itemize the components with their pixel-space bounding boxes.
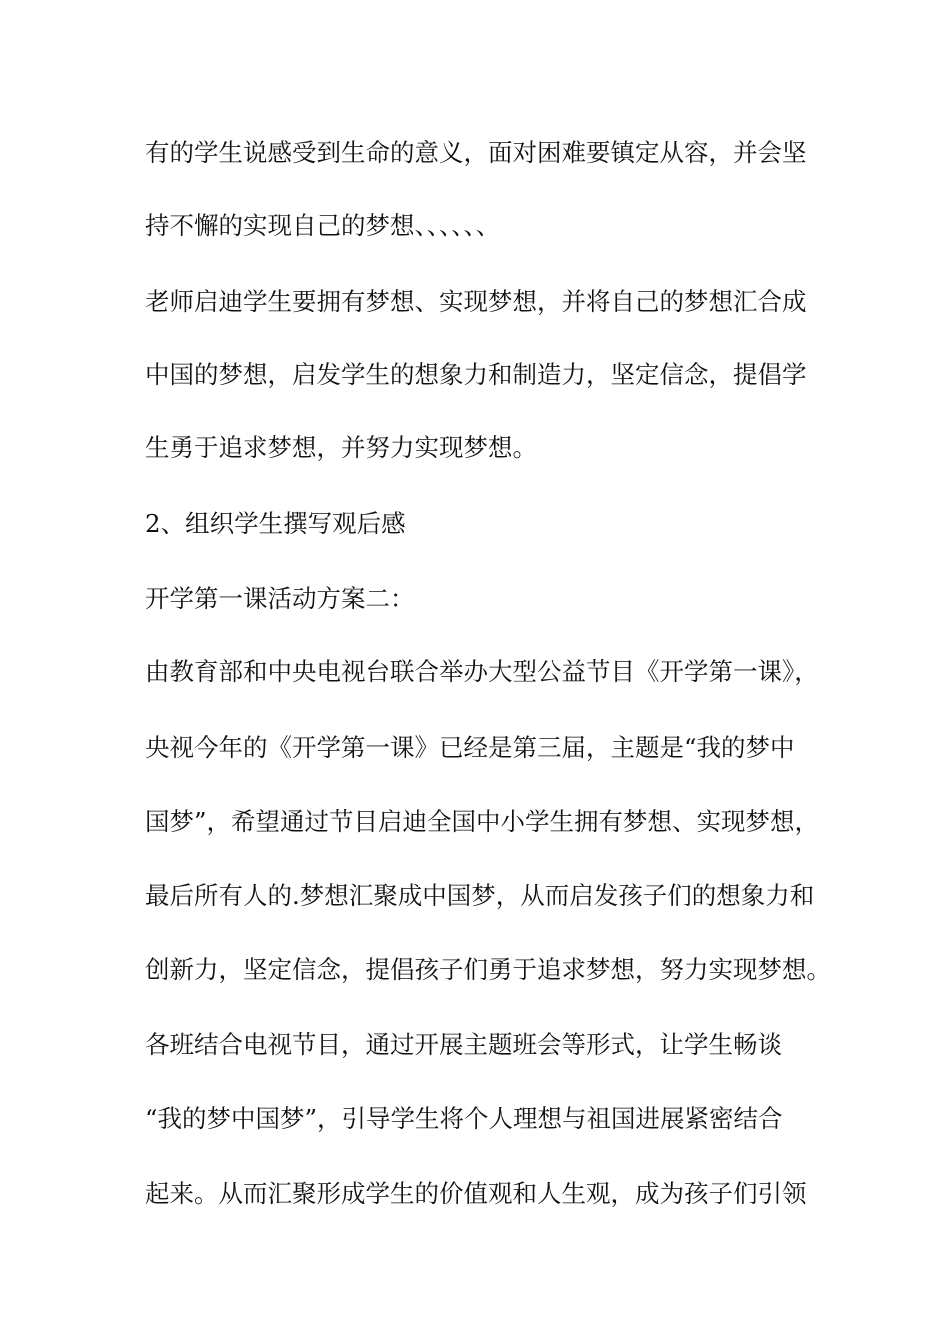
text-line: 国梦”，希望通过节目启迪全国中小学生拥有梦想、实现梦想， — [145, 807, 820, 836]
text-line: 有的学生说感受到生命的意义，面对困难要镇定从容，并会坚 — [145, 138, 807, 167]
section-heading: 开学第一课活动方案二： — [145, 584, 415, 613]
text-line: 创新力，坚定信念，提倡孩子们勇于追求梦想，努力实现梦想。 — [145, 955, 831, 984]
text-line: 持不懈的实现自己的梦想、、、、、、 — [145, 211, 501, 240]
text-line: “我的梦中国梦”，引导学生将个人理想与祖国进展紧密结合 — [145, 1104, 783, 1133]
text-line: 中国的梦想，启发学生的想象力和制造力，坚定信念，提倡学 — [145, 360, 807, 389]
section-heading: 2、组织学生撰写观后感 — [145, 509, 406, 538]
text-line: 央视今年的《开学第一课》已经是第三届，主题是“我的梦中 — [145, 733, 795, 762]
text-line: 各班结合电视节目，通过开展主题班会等形式，让学生畅谈 — [145, 1030, 782, 1059]
text-line: 起来。从而汇聚形成学生的价值观和人生观，成为孩子们引领 — [145, 1179, 807, 1208]
text-line: 最后所有人的.梦想汇聚成中国梦，从而启发孩子们的想象力和 — [145, 881, 815, 910]
text-line: 生勇于追求梦想，并努力实现梦想。 — [145, 433, 537, 462]
text-line: 老师启迪学生要拥有梦想、实现梦想，并将自己的梦想汇合成 — [145, 287, 807, 316]
text-line: 由教育部和中央电视台联合举办大型公益节目《开学第一课》， — [145, 657, 819, 686]
